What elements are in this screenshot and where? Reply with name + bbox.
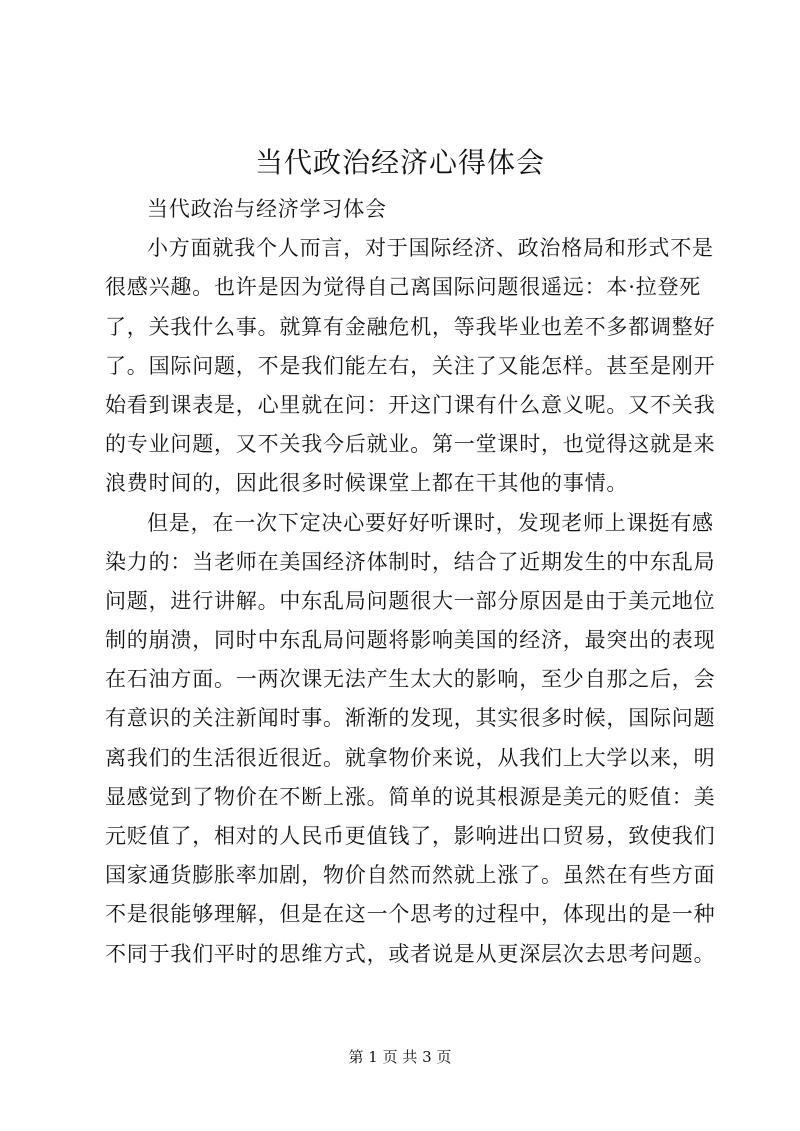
text-line: 在石油方面。一两次课无法产生太大的影响，至少自那之后，会 <box>105 667 716 692</box>
text-line: 始看到课表是，心里就在问：开这门课有什么意义呢。又不关我 <box>105 392 716 417</box>
text-line: 了，关我什么事。就算有金融危机，等我毕业也差不多都调整好 <box>105 314 716 339</box>
document-body <box>105 190 715 974</box>
text-line: 很感兴趣。也许是因为觉得自己离国际问题很遥远：本·拉登死 <box>105 275 702 300</box>
text-line: 不同于我们平时的思维方式，或者说是从更深层次去思考问题。 <box>105 941 716 966</box>
text-line: 小方面就我个人而言，对于国际经济、政治格局和形式不是 <box>147 236 714 261</box>
text-line: 的专业问题，又不关我今后就业。第一堂课时，也觉得这就是来 <box>105 432 716 457</box>
text-line: 制的崩溃，同时中东乱局问题将影响美国的经济，最突出的表现 <box>105 628 716 653</box>
text-line: 了。国际问题，不是我们能左右，关注了又能怎样。甚至是刚开 <box>105 353 716 378</box>
text-line: 显感觉到了物价在不断上涨。简单的说其根源是美元的贬值：美 <box>105 784 716 809</box>
text-line: 元贬值了，相对的人民币更值钱了，影响进出口贸易，致使我们 <box>105 824 716 848</box>
text-line: 离我们的生活很近很近。就拿物价来说，从我们上大学以来，明 <box>105 745 716 770</box>
document-subtitle: 当代政治与经济学习体会 <box>147 197 387 221</box>
text-line: 但是，在一次下定决心要好好听课时，发现老师上课挺有感 <box>147 510 714 535</box>
text-line: 问题，进行讲解。中东乱局问题很大一部分原因是由于美元地位 <box>105 588 716 613</box>
text-line: 有意识的关注新闻时事。渐渐的发现，其实很多时候，国际问题 <box>105 706 716 731</box>
document-title: 当代政治经济心得体会 <box>254 146 545 179</box>
text-line: 浪费时间的，因此很多时候课堂上都在干其他的事情。 <box>105 471 629 496</box>
text-line: 染力的：当老师在美国经济体制时，结合了近期发生的中东乱局 <box>105 549 716 574</box>
text-line: 不是很能够理解，但是在这一个思考的过程中，体现出的是一种 <box>105 902 716 927</box>
text-line: 国家通货膨胀率加剧，物价自然而然就上涨了。虽然在有些方面 <box>105 863 716 888</box>
page-number-footer: 第 1 页 共 3 页 <box>348 1048 452 1066</box>
